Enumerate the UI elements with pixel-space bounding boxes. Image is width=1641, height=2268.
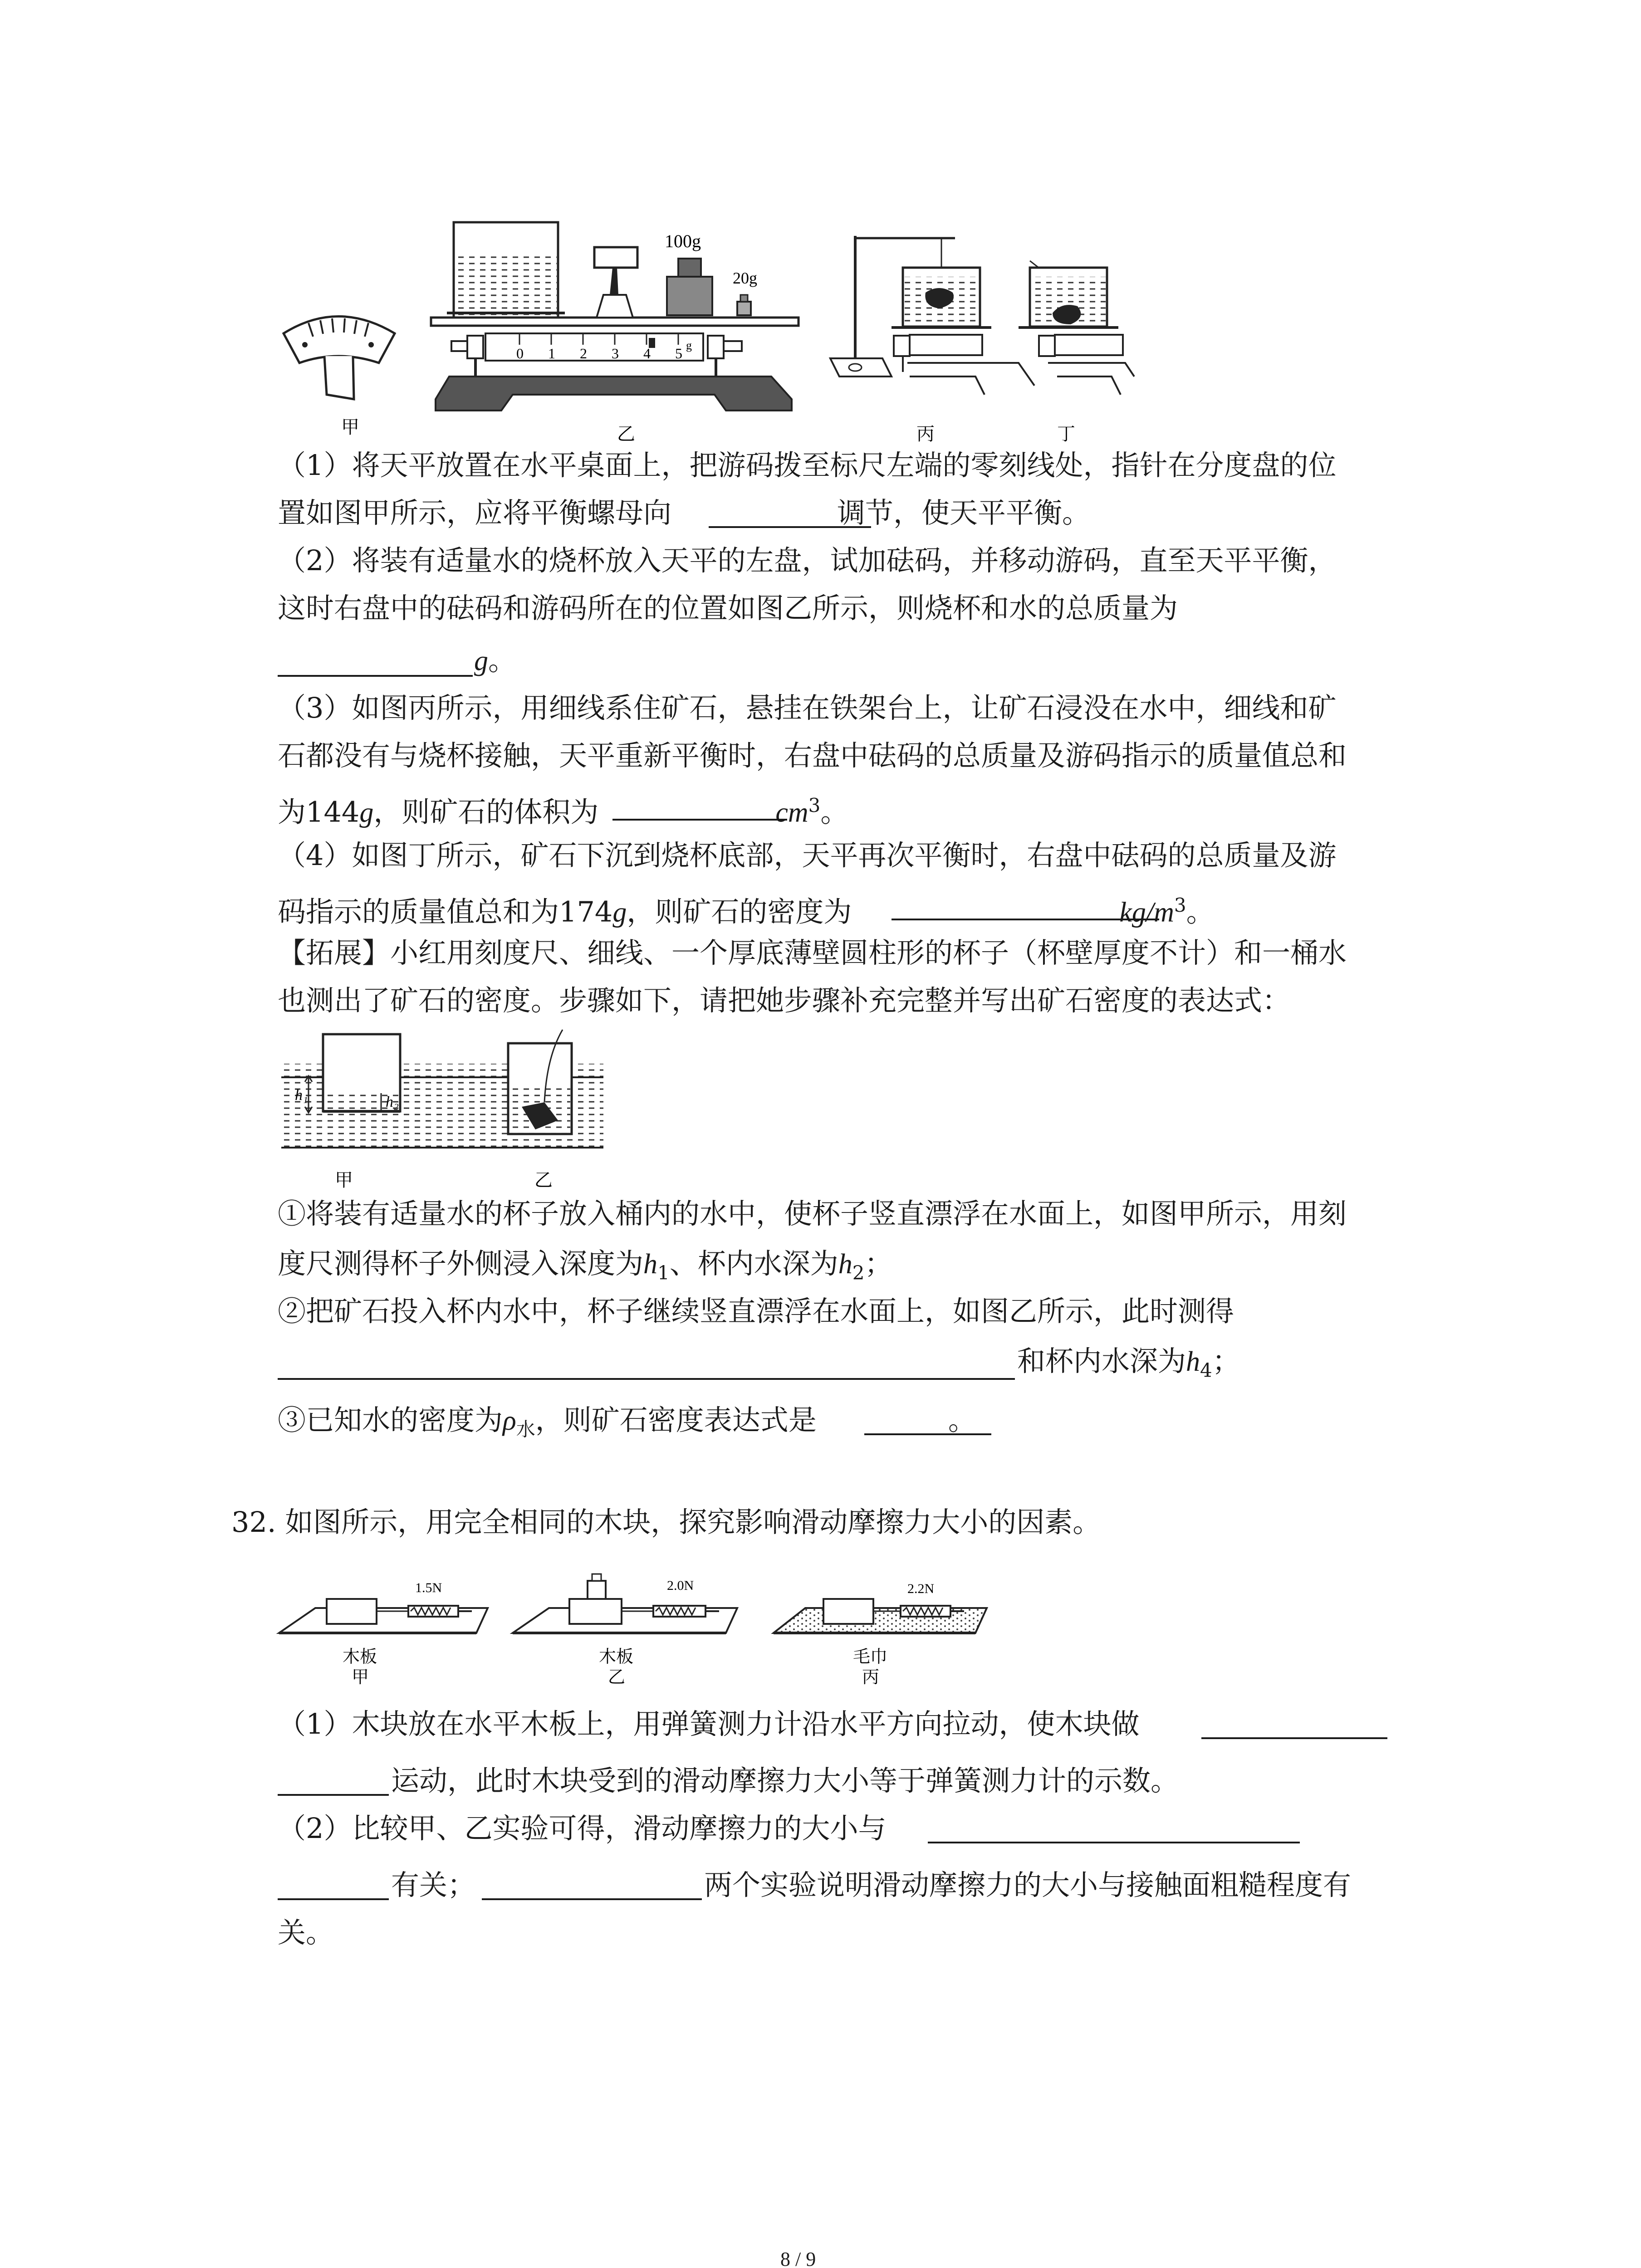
q31-part2-line2: 这时右盘中的砝码和游码所在的位置如图乙所示，则烧杯和水的总质量为 <box>278 591 1178 625</box>
q32-part2-line2b: 两个实验说明滑动摩擦力的大小与接触面粗糙程度有 <box>704 1868 1352 1901</box>
h-symbol-1: h <box>643 1249 658 1280</box>
unit-cm: cm <box>775 797 808 828</box>
surface-bing: 毛巾 <box>853 1647 888 1667</box>
q32-blank-factor-b[interactable] <box>278 1898 389 1900</box>
surface-yi: 木板 <box>599 1647 634 1667</box>
h-sub-4: 4 <box>1200 1359 1212 1382</box>
q31-extension-line2: 也测出了矿石的密度。步骤如下，请把她步骤补充完整并写出矿石密度的表达式： <box>278 984 1291 1017</box>
surface-jia: 木板 <box>343 1647 377 1667</box>
q32-stem: 32. 如图所示，用完全相同的木块，探究影响滑动摩擦力大小的因素。 <box>231 1505 1101 1539</box>
q31-part1-line1: （1）将天平放置在水平桌面上，把游码拨至标尺左端的零刻线处，指针在分度盘的位 <box>278 449 1337 482</box>
q31-part3-mid: ，则矿石的体积为 <box>373 795 599 829</box>
q32-part2-line2a: 有关； <box>391 1868 476 1901</box>
q31-part4-unit-g: g <box>612 897 627 928</box>
q31-step1-mid: 、杯内水深为 <box>669 1247 838 1280</box>
reading-bing: 2.2N <box>907 1581 935 1596</box>
page-number: 8 / 9 <box>780 2248 816 2268</box>
unit-cm-exp: 3 <box>808 794 821 816</box>
caption-jia: 甲 <box>352 1667 369 1687</box>
q31-part2-line1: （2）将装有适量水的烧杯放入天平的左盘，试加砝码，并移动游码，直至天平平衡， <box>278 544 1337 577</box>
fig2-caption-jia: 甲 <box>335 1170 353 1191</box>
q31-part3-end: 。 <box>820 795 849 829</box>
q31-step3-pre: ③已知水的密度为 <box>278 1403 503 1437</box>
q32-part1-line2: 运动，此时木块受到的滑动摩擦力大小等于弹簧测力计的示数。 <box>391 1764 1179 1797</box>
h-symbol-4: h <box>1186 1346 1200 1377</box>
q32-blank-motion-b[interactable] <box>278 1794 389 1796</box>
h1-label: h₁ <box>295 1087 308 1104</box>
q32-blank-factor-a[interactable] <box>928 1842 1300 1843</box>
q31-part3-unit-g: g <box>359 797 374 828</box>
q31-part1-text-post: 调节，使天平平衡。 <box>837 496 1091 529</box>
fig1-caption-yi: 乙 <box>617 424 635 445</box>
scale-tick-2: 2 <box>580 345 587 362</box>
unit-kgm-exp: 3 <box>1174 894 1186 916</box>
q31-part4-mid: ，则矿石的密度为 <box>627 895 852 929</box>
unit-g: g <box>474 645 488 676</box>
q31-step3-mid: ，则矿石密度表达式是 <box>535 1403 817 1437</box>
fig2-caption-yi: 乙 <box>534 1170 553 1191</box>
scale-unit: g <box>686 339 692 352</box>
scale-tick-5: 5 <box>675 345 682 362</box>
weight-100-label: 100g <box>665 231 701 251</box>
fig1-caption-ding: 丁 <box>1057 424 1075 445</box>
q31-step1-end: ； <box>864 1247 893 1280</box>
h-sub-2: 2 <box>852 1261 865 1284</box>
scale-tick-1: 1 <box>548 345 555 362</box>
unit-kgm: kg/m <box>1119 897 1174 928</box>
q32-blank-motion-a[interactable] <box>1201 1737 1387 1739</box>
fig1-caption-jia: 甲 <box>341 417 359 438</box>
fig1-caption-bing: 丙 <box>916 424 935 445</box>
q31-part3-line1: （3）如图丙所示，用细线系住矿石，悬挂在铁架台上，让矿石浸没在水中，细线和矿 <box>278 691 1337 724</box>
caption-yi: 乙 <box>608 1667 626 1687</box>
q31-step1-line1: ①将装有适量水的杯子放入桶内的水中，使杯子竖直漂浮在水面上，如图甲所示，用刻 <box>278 1197 1347 1230</box>
scale-tick-0: 0 <box>516 345 524 362</box>
reading-yi: 2.0N <box>667 1578 694 1593</box>
q32-part2-line1: （2）比较甲、乙实验可得，滑动摩擦力的大小与 <box>278 1812 887 1845</box>
scale-tick-4: 4 <box>643 345 651 362</box>
q31-part3-pre: 为144 <box>278 795 360 829</box>
q32-part2-line3: 关。 <box>278 1916 334 1949</box>
q31-part4-line1: （4）如图丁所示，矿石下沉到烧杯底部，天平再次平衡时，右盘中砝码的总质量及游 <box>278 839 1337 872</box>
q31-part4-end: 。 <box>1186 895 1215 929</box>
reading-jia: 1.5N <box>415 1580 442 1595</box>
q31-part4-pre: 码指示的质量值总和为174 <box>278 895 613 929</box>
q31-extension-line1: 【拓展】小红用刻度尺、细线、一个厚底薄壁圆柱形的杯子（杯壁厚度不计）和一桶水 <box>278 936 1347 969</box>
weight-20-label: 20g <box>733 269 757 287</box>
q32-blank-experiments[interactable] <box>482 1898 702 1900</box>
friction-setup-jia <box>279 1580 488 1633</box>
caption-bing: 丙 <box>862 1667 880 1687</box>
q31-step2-line1: ②把矿石投入杯内水中，杯子继续竖直漂浮在水面上，如图乙所示，此时测得 <box>278 1295 1234 1328</box>
scale-tick-3: 3 <box>612 345 619 362</box>
rho-sub: 水 <box>516 1418 535 1441</box>
q31-part1-text-pre: 置如图甲所示，应将平衡螺母向 <box>278 496 672 529</box>
q31-step2-pre: 和杯内水深为 <box>1017 1344 1186 1378</box>
h-symbol-2: h <box>838 1249 852 1280</box>
h2-label: h₂ <box>386 1094 399 1110</box>
q32-part1-line1: （1）木块放在水平木板上，用弹簧测力计沿水平方向拉动，使木块做 <box>278 1707 1140 1740</box>
q31-step2-end: ； <box>1212 1344 1240 1378</box>
q31-step3-end: 。 <box>948 1403 976 1437</box>
rho-symbol: ρ <box>503 1405 516 1436</box>
h-sub-1: 1 <box>657 1261 670 1284</box>
q31-part3-line2: 石都没有与烧杯接触，天平重新平衡时，右盘中砝码的总质量及游码指示的质量值总和 <box>278 739 1347 772</box>
q31-part2-end: 。 <box>488 644 517 677</box>
friction-setup-bing <box>774 1581 987 1633</box>
friction-setup-yi <box>513 1574 737 1633</box>
q31-step1-pre: 度尺测得杯子外侧浸入深度为 <box>278 1247 644 1280</box>
